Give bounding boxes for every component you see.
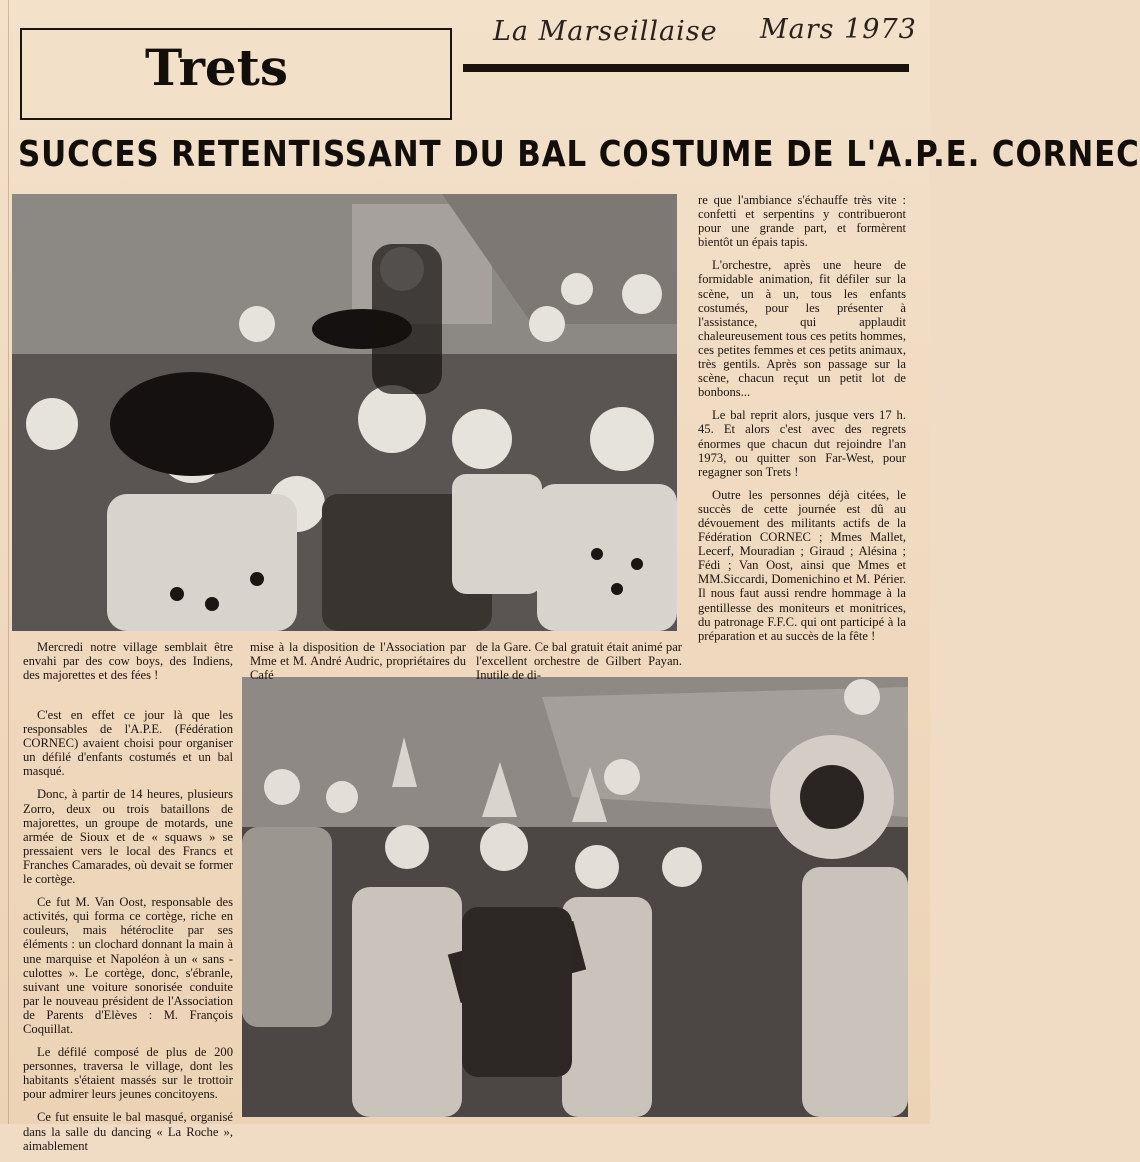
paragraph: re que l'ambiance s'échauffe très vite : confetti et serpentins y contribueront pour une grande part, et formèrent bientôt un épais tapis. [698, 193, 906, 250]
heading-rule [463, 64, 909, 72]
photo-costume-parade [242, 677, 908, 1117]
notebook-margin-line [8, 0, 9, 1124]
paragraph: Le bal reprit alors, jusque vers 17 h. 45. Et alors c'est avec des regrets énormes que chacun dut rejoindre l'an 1973, ou quitter son Far-West, pour regagner son Trets ! [698, 408, 906, 479]
photo-costumed-children [12, 194, 677, 631]
paragraph: de la Gare. Ce bal gratuit était animé par l'excellent orchestre de Gilbert Payan. Inutile de di- [476, 640, 682, 683]
article-column-3 [476, 640, 682, 691]
article-column-2 [250, 640, 466, 691]
paragraph: Donc, à partir de 14 heures, plusieurs Zorro, deux ou trois bataillons de majorettes, un groupe de motards, une armée de Sioux et de « squaws » se pressaient vers le local des Francs et Franches Camarades, où devait se former le cortège. [23, 787, 233, 887]
article-column-right [698, 193, 906, 652]
handwritten-source: La Marseillaise [493, 16, 718, 47]
paragraph: Le défilé composé de plus de 200 personnes, traversa le village, dont les habitants s'étaient massés sur le trottoir pour admirer leurs jeunes concitoyens. [23, 1045, 233, 1102]
paragraph: L'orchestre, après une heure de formidable animation, fit défiler sur la scène, un à un, tous les enfants costumés, pour les présenter à l'assistance, qui applaudit chaleureusement tous ces petits hommes, ces petites femmes et ces petits animaux, très gentils. Après son passage sur la scène, chacun reçut un petit lot de bonbons... [698, 258, 906, 400]
paragraph: Ce fut M. Van Oost, responsable des activités, qui forma ce cortège, riche en couleurs, mais hétéroclite par ses éléments : un clochard donnant la main à une marquise et Napoléon à un « sans - culottes ». Le cortège, donc, s'ébranle, suivant une voiture sonorisée conduite par le nouveau président de l'Association de Parents d'Elèves : M. François Coquillat. [23, 895, 233, 1036]
paragraph: Outre les personnes déjà citées, le succès de cette journée est dû au dévouement des militants actifs de la Fédération CORNEC ; Mmes Mallet, Lecerf, Mouradian ; Giraud ; Alésina ; Fédi ; Van Oost, ainsi que Mmes et MM.Siccardi, Domenichino et M. Périer. Il nous faut aussi rendre hommage à la gentillesse des moniteurs et monitrices, du patronage F.F.C. qui ont participé à la préparation et au succès de la fête ! [698, 487, 906, 643]
article-column-1-intro [23, 640, 233, 691]
article-title: SUCCES RETENTISSANT DU BAL COSTUME DE L'A.P.E. CORNEC [18, 134, 1140, 175]
location-heading: Trets [145, 38, 288, 97]
article-column-1 [23, 708, 233, 1162]
paragraph: C'est en effet ce jour là que les responsables de l'A.P.E. (Fédération CORNEC) avaient choisi pour organiser un défilé d'enfants costumés et un bal masqué. [23, 708, 233, 779]
paragraph: Mercredi notre village semblait être envahi par des cow boys, des Indiens, des majorettes et des fées ! [23, 640, 233, 683]
handwritten-date: Mars 1973 [760, 14, 917, 45]
paragraph: Ce fut ensuite le bal masqué, organisé dans la salle du dancing « La Roche », aimablement [23, 1110, 233, 1153]
paragraph: mise à la disposition de l'Association par Mme et M. André Audric, propriétaires du Café [250, 640, 466, 683]
